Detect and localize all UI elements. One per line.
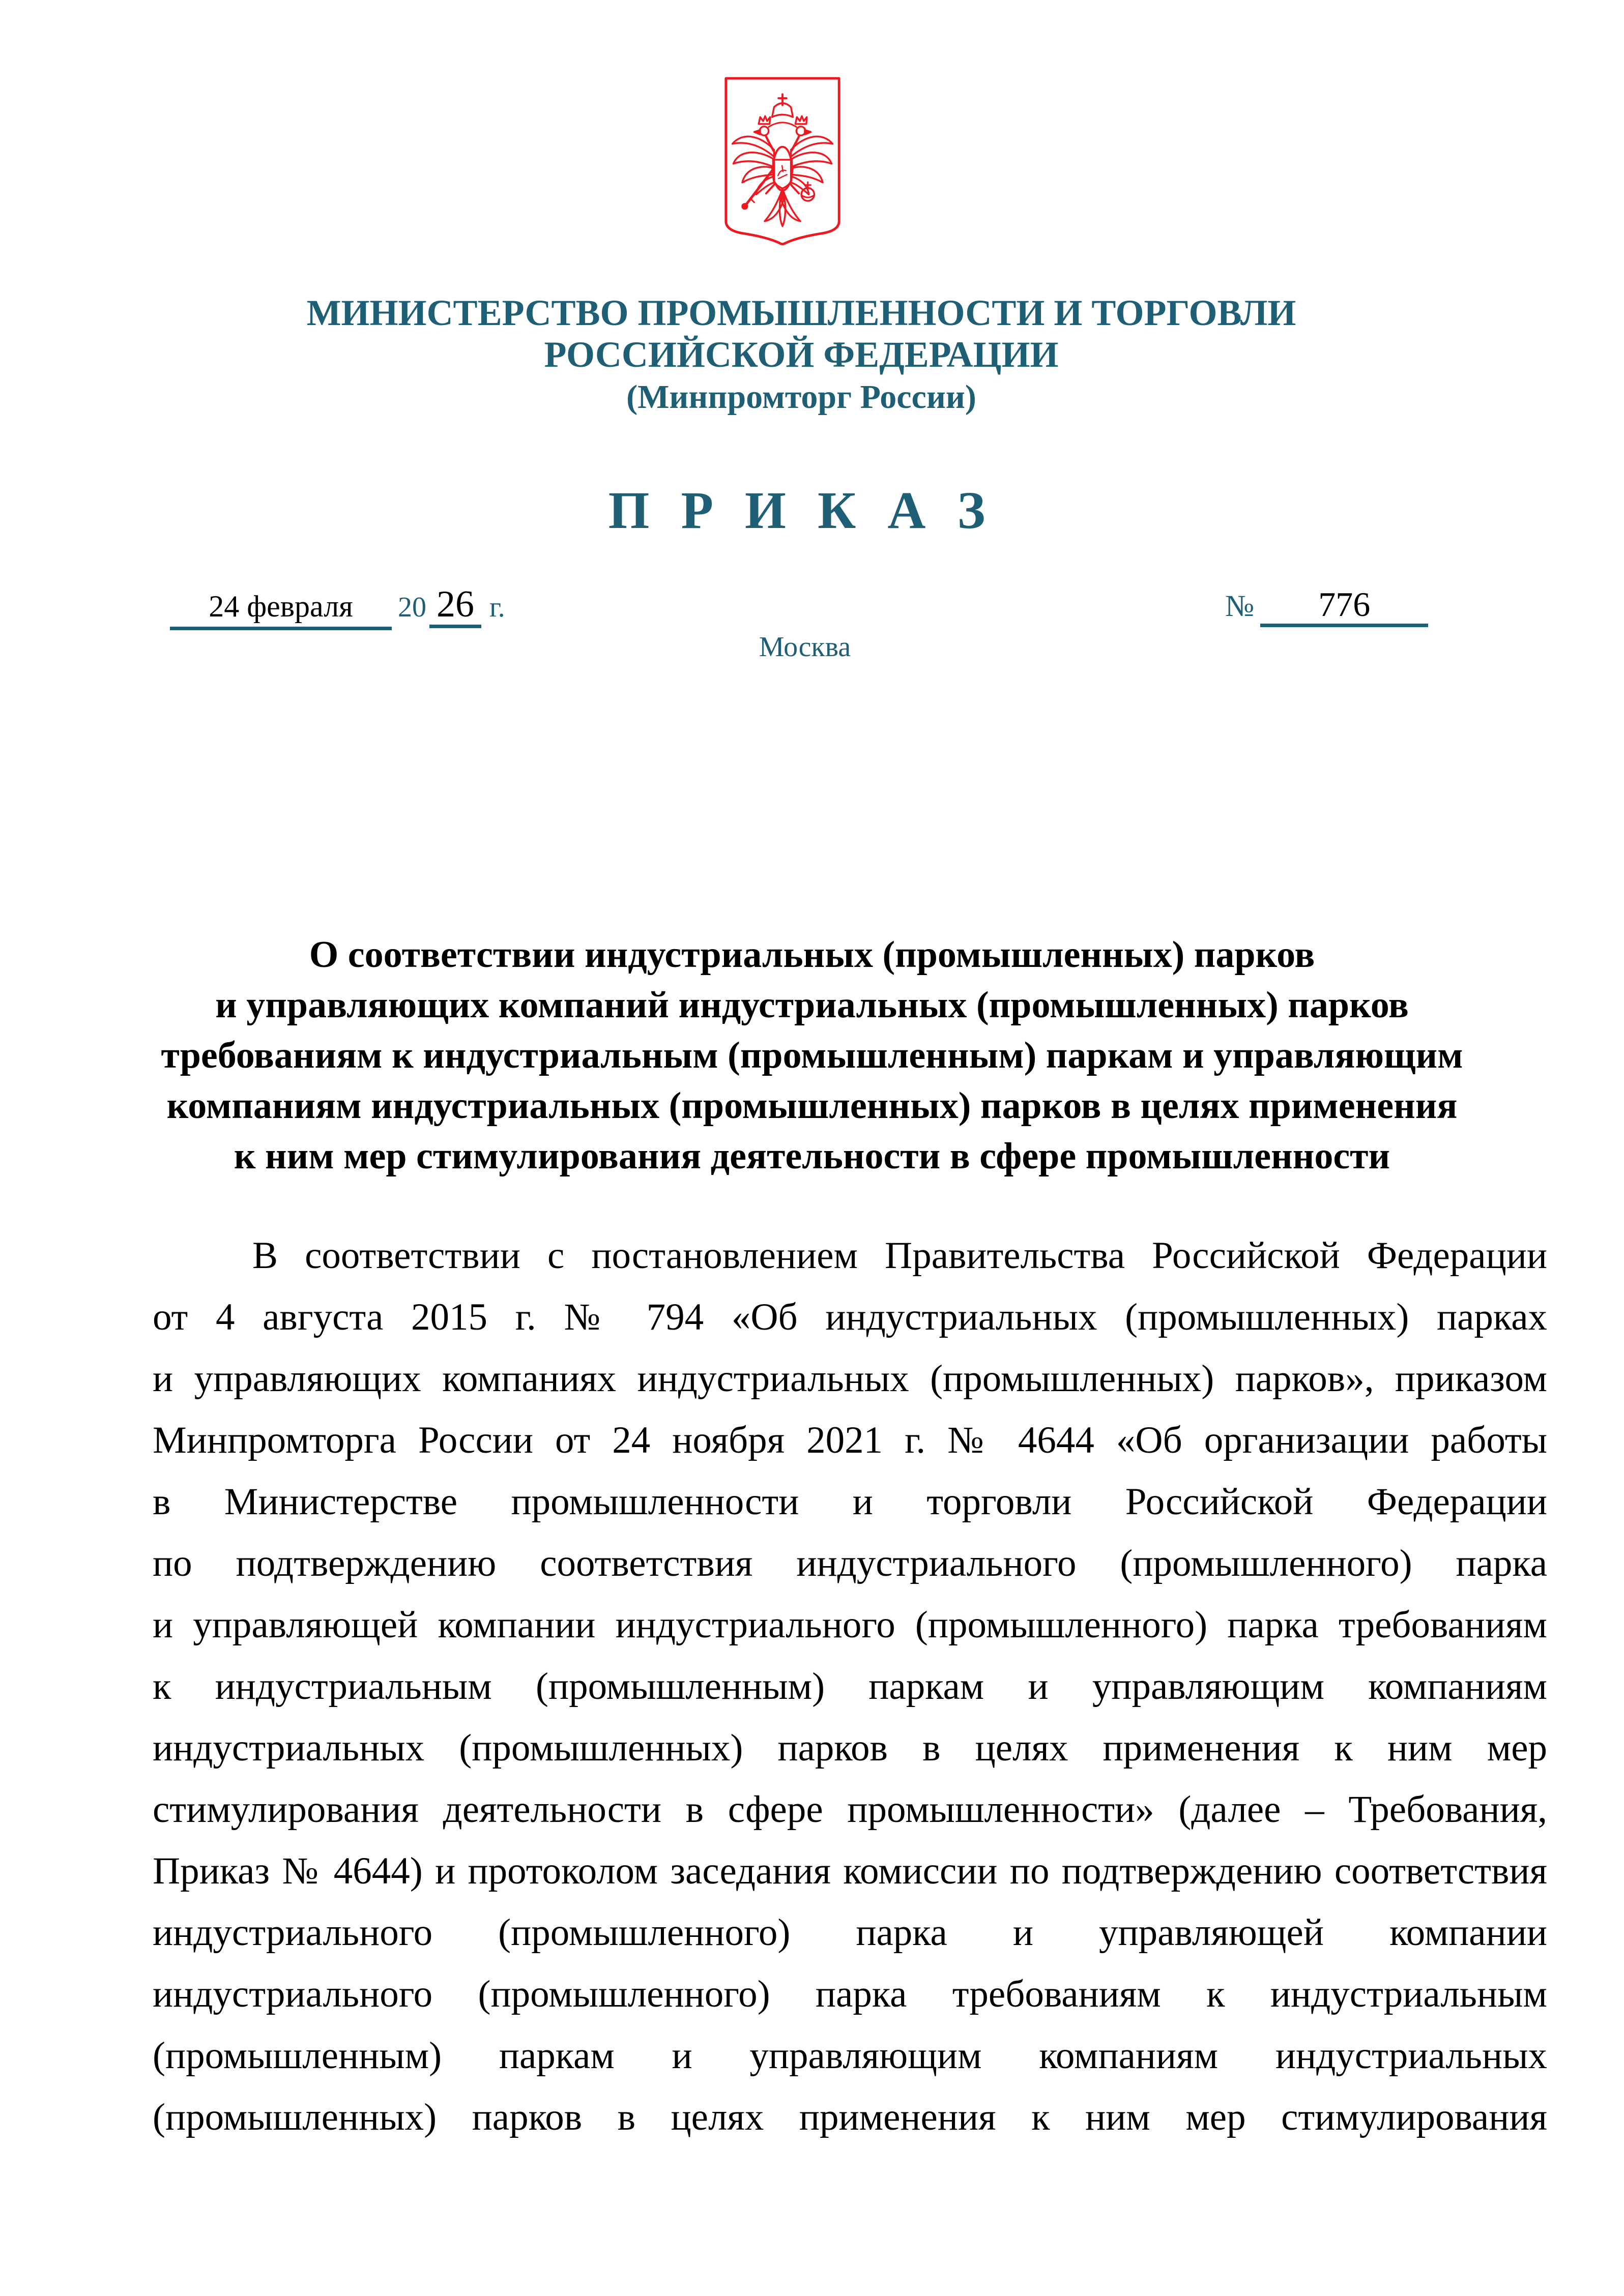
body-text-line: в Министерстве промышленности и торговли Российской Федерации (153, 1481, 1547, 1523)
body-text-line: Приказ № 4644) и протоколом заседания комиссии по подтверждению соответствия (153, 1850, 1547, 1892)
document-title-line: и управляющих компаний индустриальных (промышленных) парков (215, 984, 1409, 1026)
order-number: 776 (1260, 585, 1428, 627)
date-year: 26 (429, 584, 481, 628)
ministry-short-name: (Минпромторг России) (626, 378, 976, 416)
date-block (170, 584, 505, 630)
body-text-line: и управляющей компании индустриального (промышленного) парка требованиям (153, 1604, 1547, 1646)
document-title-line: к ним мер стимулирования деятельности в сфере промышленности (234, 1135, 1390, 1177)
ministry-name-line2: РОССИЙСКОЙ ФЕДЕРАЦИИ (544, 334, 1059, 375)
date-year-suffix: г. (489, 592, 505, 623)
number-sign: № (1225, 589, 1255, 623)
body-text-line: и управляющих компаниях индустриальных (промышленных) парков», приказом (153, 1358, 1547, 1400)
document-title-line: О соответствии индустриальных (промышленных) парков (309, 934, 1315, 976)
body-text-line: индустриальных (промышленных) парков в целях применения к ним мер (153, 1727, 1547, 1769)
ministry-name-line1: МИНИСТЕРСТВО ПРОМЫШЛЕННОСТИ И ТОРГОВЛИ (306, 292, 1296, 333)
document-title (151, 930, 1473, 1182)
date-century: 20 (398, 592, 426, 623)
body-text-line: В соответствии с постановлением Правительства Российской Федерации (252, 1234, 1547, 1277)
document-body (153, 1225, 1547, 2148)
body-text-line: по подтверждению соответствия индустриального (промышленного) парка (153, 1542, 1547, 1584)
document-title-line: компаниям индустриальных (промышленных) парков в целях применения (166, 1085, 1458, 1127)
coat-of-arms (722, 74, 843, 246)
ministry-header (0, 292, 1603, 419)
date-day-month: 24 февраля (170, 586, 392, 630)
body-text-line: (промышленным) паркам и управляющим компаниям индустриальных (153, 2035, 1547, 2077)
russia-coat-of-arms-icon (722, 74, 843, 246)
body-text-line: от 4 августа 2015 г. № 794 «Об индустриальных (промышленных) парках (153, 1296, 1547, 1338)
body-text-line: стимулирования деятельности в сфере промышленности» (далее – Требования, (153, 1788, 1547, 1831)
body-text-line: индустриального (промышленного) парка требованиям к индустриальным (153, 1973, 1547, 2015)
body-text-line: (промышленных) парков в целях применения к ним мер стимулирования (153, 2096, 1547, 2138)
city-label: Москва (759, 631, 851, 663)
body-text-line: Минпромторга России от 24 ноября 2021 г. № 4644 «Об организации работы (153, 1419, 1547, 1461)
document-title-line: требованиям к индустриальным (промышленным) паркам и управляющим (161, 1035, 1463, 1076)
body-text-line: к индустриальным (промышленным) паркам и управляющим компаниям (153, 1665, 1547, 1708)
order-number-block (1225, 585, 1428, 627)
body-text-line: индустриального (промышленного) парка и управляющей компании (153, 1911, 1547, 1954)
document-type-heading: П Р И К А З (608, 481, 995, 540)
